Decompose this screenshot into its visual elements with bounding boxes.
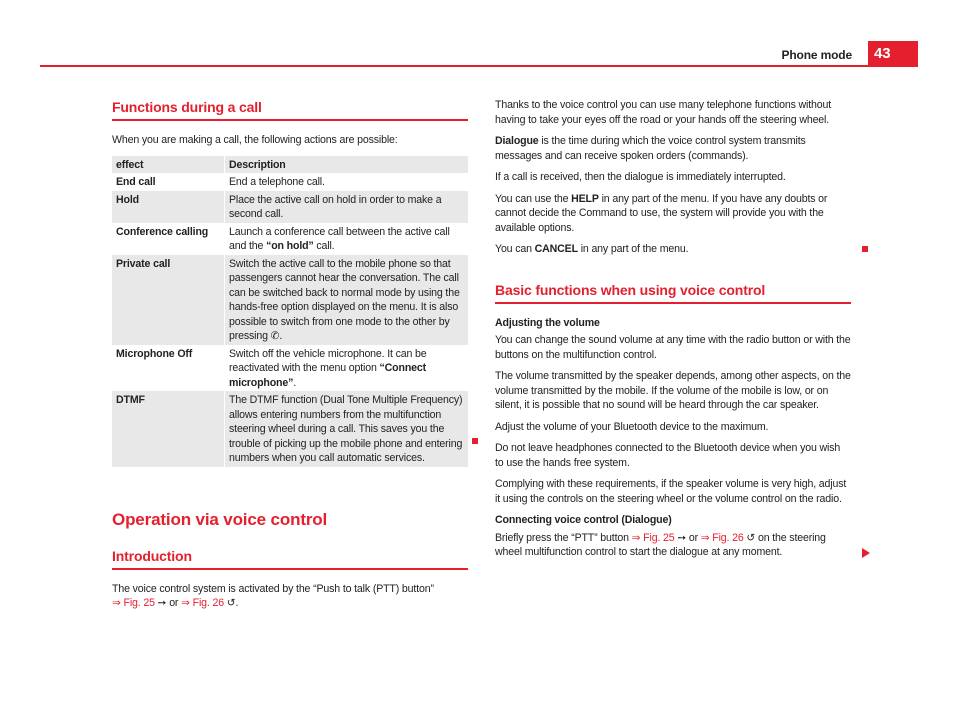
functions-table: [112, 156, 468, 467]
bold-text: Dialogue: [495, 135, 539, 147]
paragraph: You can change the sound volume at any time with the radio button or with the buttons on the multifunction control.: [495, 334, 851, 361]
section-rule: [112, 568, 468, 570]
header-rule: [40, 65, 918, 67]
cell-effect: Hold: [112, 191, 225, 223]
table-row: [112, 391, 468, 467]
subheading-adjusting-volume: Adjusting the volume: [495, 316, 600, 329]
text: in any part of the menu.: [577, 243, 689, 255]
text: Briefly press the “PTT” button: [495, 531, 629, 544]
text: Switch off the vehicle microphone. It can be reactivated with the menu option: [229, 347, 427, 374]
section-title-functions-during-call: Functions during a call: [112, 99, 262, 115]
left-column: [112, 98, 468, 618]
voice-icon: ↺: [226, 597, 236, 609]
section-title-voice-control: Operation via voice control: [112, 509, 328, 529]
section-rule: [495, 302, 851, 304]
bold-text: HELP: [571, 192, 599, 205]
paragraph: If a call is received, then the dialogue is immediately interrupted.: [495, 171, 786, 183]
paragraph: The volume transmitted by the speaker depends, among other aspects, on the volume transmitted by the mobile. If the volume of the mobile is low, or on silent, it is possible that no sound will be heard through the car speaker.: [495, 370, 851, 411]
ptt-button-icon: ➙: [677, 531, 687, 544]
paragraph: Adjust the volume of your Bluetooth device to the maximum.: [495, 420, 769, 433]
intro-paragraph: The voice control system is activated by the “Push to talk (PTT) button” ⇒ Fig. 25 ➙ or ⇒ Fig. 26 ↺.: [112, 582, 434, 609]
text: is the time during which the voice control system transmits messages and can receive spoken orders (commands).: [495, 135, 806, 162]
section-title-basic-functions: Basic functions when using voice control: [495, 281, 766, 298]
text: You can use the: [495, 192, 572, 205]
cell-description: Place the active call on hold in order to make a second call.: [225, 191, 469, 223]
table-row: [112, 173, 468, 191]
subsection-title-introduction: Introduction: [112, 547, 192, 564]
paragraph: [495, 242, 851, 257]
paragraph: [495, 134, 851, 163]
voice-icon: ↺: [746, 531, 756, 544]
cell-effect: End call: [112, 173, 225, 191]
cell-description: [225, 223, 469, 255]
text: call.: [313, 240, 335, 252]
page-number: 43: [868, 41, 918, 66]
paragraph: Do not leave headphones connected to the Bluetooth device when you wish to use the hands free system.: [495, 442, 841, 469]
cell-effect: Conference calling: [112, 223, 225, 255]
table-row: [112, 255, 468, 345]
cell-description: End a telephone call.: [229, 176, 325, 188]
bold-text: “on hold”: [266, 240, 314, 252]
text: or: [688, 531, 698, 544]
text: in any part of the menu. If you have any doubts or cannot decide the Command to use, the system will provide you with the available options.: [495, 192, 828, 234]
continue-arrow-icon: [862, 548, 870, 558]
paragraph: Thanks to the voice control you can use many telephone functions without having to take your eyes off the road or your hands off the steering wheel.: [495, 99, 832, 126]
cell-effect: Private call: [112, 255, 225, 345]
bold-text: CANCEL: [534, 243, 578, 255]
text: The voice control system is activated by the “Push to talk (PTT) button”: [112, 582, 434, 595]
table-row: [112, 191, 468, 223]
cell-description: [225, 345, 469, 392]
table-row: [112, 345, 468, 392]
text: or: [169, 597, 179, 609]
table-header-row: [112, 156, 468, 174]
paragraph: [495, 531, 851, 560]
subheading-connecting-voice-control: Connecting voice control (Dialogue): [495, 514, 672, 526]
cell-description: Switch the active call to the mobile phone so that passengers cannot hear the conversation. The call can be switched back to normal mode by using the hands-free option displayed on the menu. It is also possible to switch from one mode to the other by pressing ✆.: [225, 255, 469, 345]
chapter-title: Phone mode: [781, 48, 852, 62]
right-column: [495, 98, 851, 567]
table-intro: When you are making a call, the following actions are possible:: [112, 134, 398, 146]
header-description: Description: [225, 156, 469, 174]
text: .: [293, 376, 297, 389]
paragraph: Complying with these requirements, if the speaker volume is very high, adjust it using the controls on the steering wheel or the volume control on the radio.: [495, 478, 847, 505]
text: Switch the active call to the mobile phone so that passengers cannot hear the conversation. The call can be switched back to normal mode by using the hands-free option displayed on the menu. It is also possible to switch from one mode to the other by pressing: [229, 257, 460, 342]
phone-icon: ✆: [270, 330, 280, 342]
paragraph: [495, 192, 851, 236]
cell-effect: Microphone Off: [112, 345, 225, 392]
header-effect: effect: [112, 156, 225, 174]
bold-text: “Connect microphone”: [229, 362, 427, 389]
fig26-link[interactable]: ⇒ Fig. 26: [700, 531, 744, 544]
end-of-section-marker: [472, 438, 478, 444]
table-row: [112, 223, 468, 255]
cell-description: The DTMF function (Dual Tone Multiple Frequency) allows entering numbers from the multifunction steering wheel during a call. This saves you the trouble of picking up the mobile phone and entering numbers when you call automatic services.: [225, 391, 469, 467]
cell-effect: DTMF: [112, 391, 225, 467]
fig26-link[interactable]: ⇒ Fig. 26: [181, 597, 224, 609]
section-rule: [112, 119, 468, 121]
text: on the steering wheel multifunction control to start the dialogue at any moment.: [495, 531, 826, 558]
fig25-link[interactable]: ⇒ Fig. 25: [631, 531, 675, 544]
end-of-section-marker: [862, 246, 868, 252]
fig25-link[interactable]: ⇒ Fig. 25: [112, 597, 155, 609]
text: You can: [495, 243, 535, 255]
ptt-button-icon: ➙: [157, 597, 167, 609]
text: Launch a conference call between the active call and the: [229, 225, 450, 252]
